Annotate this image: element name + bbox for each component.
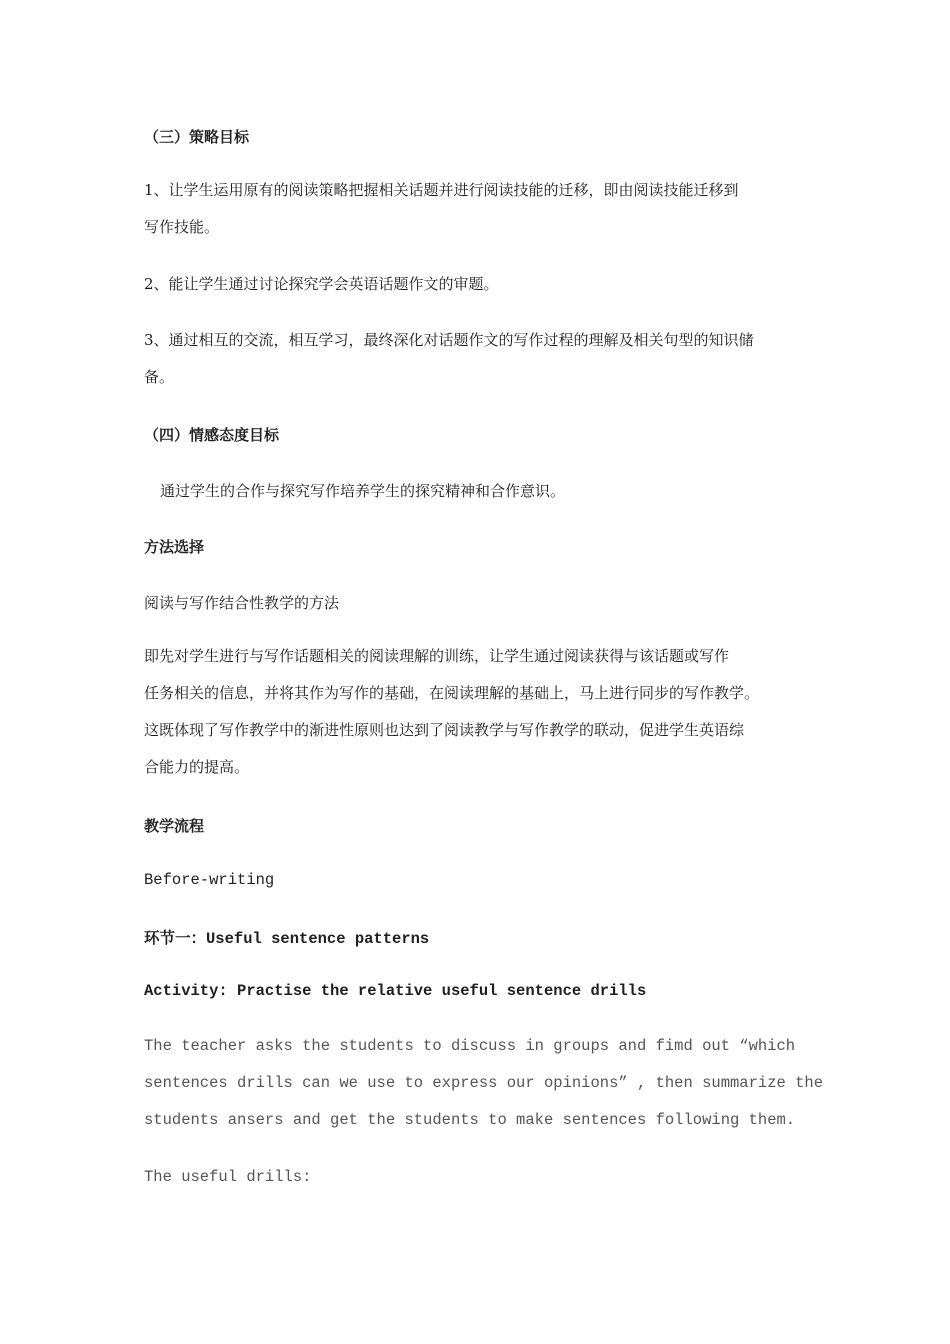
method-heading: 方法选择 [144, 538, 205, 556]
method-desc-line-2: 任务相关的信息，并将其作为写作的基础，在阅读理解的基础上，马上进行同步的写作教学。 [144, 684, 760, 702]
before-writing: Before-writing [144, 871, 275, 889]
strategy-item-1-line-2: 写作技能。 [144, 218, 220, 236]
strategy-item-3-line-2: 备。 [144, 368, 175, 386]
teacher-text-line-2: sentences drills can we use to express our opinions” , then summarize the [144, 1074, 824, 1092]
teacher-text-line-3: students ansers and get the students to make sentences following them. [144, 1111, 796, 1129]
method-name: 阅读与写作结合性教学的方法 [144, 594, 340, 612]
emotion-heading: （四）情感态度目标 [144, 426, 280, 444]
strategy-item-1-line-1: 1、让学生运用原有的阅读策略把握相关话题并进行阅读技能的迁移，即由阅读技能迁移到 [144, 181, 739, 199]
emotion-text: 通过学生的合作与探究写作培养学生的探究精神和合作意识。 [160, 482, 566, 500]
strategy-item-1 [144, 172, 814, 246]
method-desc-line-4: 合能力的提高。 [144, 758, 250, 776]
teacher-text-line-1: The teacher asks the students to discuss in groups and fimd out “which [144, 1037, 796, 1055]
useful-drills: The useful drills: [144, 1168, 312, 1186]
method-description [144, 638, 814, 786]
activity: Activity: Practise the relative useful sentence drills [144, 982, 647, 1000]
step-one: 环节一：Useful sentence patterns [144, 930, 430, 948]
flow-heading: 教学流程 [144, 817, 205, 835]
strategy-item-3-line-1: 3、通过相互的交流，相互学习，最终深化对话题作文的写作过程的理解及相关句型的知识储 [144, 331, 754, 349]
strategy-heading: （三）策略目标 [144, 128, 250, 146]
teacher-instructions [144, 1028, 824, 1139]
strategy-item-3 [144, 322, 814, 396]
method-desc-line-3: 这既体现了写作教学中的渐进性原则也达到了阅读教学与写作教学的联动，促进学生英语综 [144, 721, 745, 739]
method-desc-line-1: 即先对学生进行与写作话题相关的阅读理解的训练，让学生通过阅读获得与该话题或写作 [144, 647, 730, 665]
strategy-item-2 [144, 266, 814, 303]
strategy-item-2-line-1: 2、能让学生通过讨论探究学会英语话题作文的审题。 [144, 275, 499, 293]
